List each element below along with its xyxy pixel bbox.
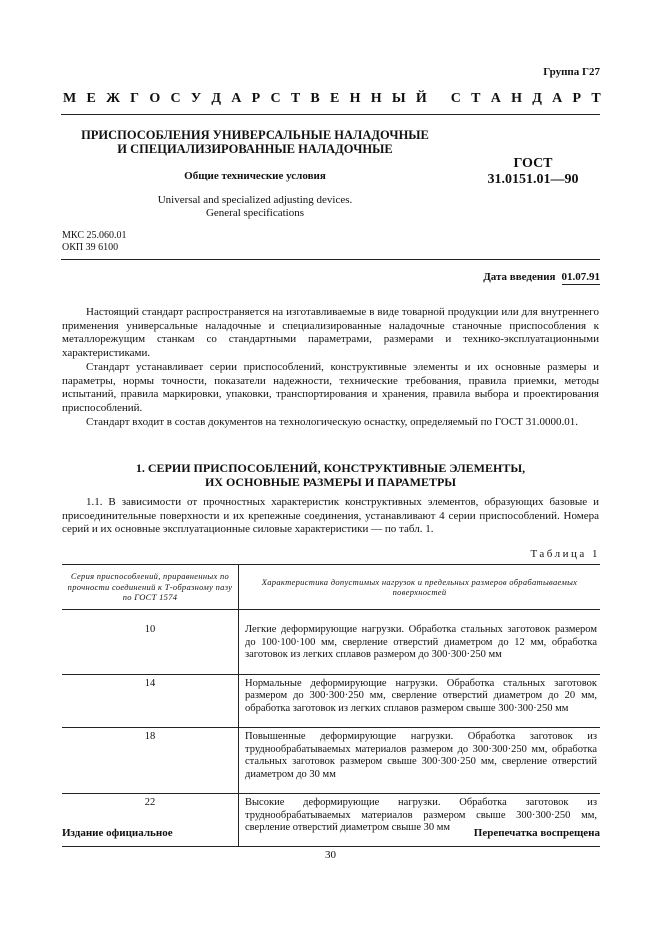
- table-header-row: [62, 565, 600, 610]
- paragraph-content: Стандарт устанавливает серии приспособлений, конструктивные элементы и их основные размеры и параметры, нормы точности, показатели надежности, технические требования, правила приемки, методы испытаний, правила маркировки, упаковки, транспортирования и хранения, правила выбора и проектирования приспособлений.: [62, 361, 599, 415]
- banner-letter: Н: [511, 91, 523, 106]
- okp-code: ОКП 39 6100: [62, 242, 119, 253]
- banner-letter: У: [190, 91, 202, 106]
- series-number: 14: [62, 674, 239, 715]
- series-column-header: Серия приспособлений, приравненных по прочности соединений к Т-образному пазу по ГОСТ 1574: [62, 565, 239, 610]
- banner-letter: Т: [471, 91, 481, 106]
- table-row: [62, 674, 600, 715]
- series-description: Повышенные деформирующие нагрузки. Обработка заготовок из труднообрабатываемых материалов размером до 300·300·250 мм, обработка стальных заготовок размером свыше 300·300·250 мм, сверление отверстий диаметром до 30 мм: [239, 728, 601, 782]
- english-title-line-1: Universal and specialized adjusting devices.: [157, 194, 353, 206]
- banner-letter: Д: [532, 91, 542, 106]
- banner-letter: А: [552, 91, 563, 106]
- banner-letter: А: [231, 91, 242, 106]
- banner-letter: Д: [211, 91, 222, 106]
- gost-designation: [468, 156, 598, 188]
- banner-letter: С: [450, 91, 461, 106]
- series-description: Нормальные деформирующие нагрузки. Обработка стальных заготовок размером до 300·300·250 мм, сверление отверстий диаметром до 20 мм, обработка заготовок из легких сплавов размером свыше 300·300·250 мм: [239, 674, 601, 715]
- table-caption: Таблица 1: [530, 548, 600, 560]
- banner-letter: О: [149, 91, 161, 106]
- banner-letter: Е: [330, 91, 340, 106]
- banner-letter: Р: [572, 91, 582, 106]
- group-code: Группа Г27: [543, 66, 600, 78]
- table-row: [62, 621, 600, 662]
- document-subtitle: Общие технические условия: [184, 170, 326, 182]
- banner-letter: Р: [251, 91, 261, 106]
- paragraph-reference: Стандарт входит в состав документов на технологическую оснастку, определяемый по ГОСТ 31.0000.01.: [86, 416, 579, 428]
- english-title-line-2: General specifications: [205, 207, 305, 219]
- paragraph-scope: Настоящий стандарт распространяется на изготавливаемые в виде товарной продукции или для внутреннего применения универсальные наладочные и специализированные наладочные станочные приспособления к металлорежущим станкам со стандартными параметрами, размерами и технико-эксплуатационными характеристиками.: [62, 306, 599, 360]
- official-edition-label: Издание официальное: [62, 827, 173, 839]
- gost-number: 31.0151.01—90: [487, 172, 579, 187]
- introduction-date-value: 01.07.91: [561, 271, 600, 283]
- clause-1-1: 1.1. В зависимости от прочностных характеристик конструктивных элементов, образующих базовые и присоединительные поверхности и их крепежные соединения, устанавливают 4 серии приспособлений. Номера серий и их основные эксплуатационные силовые характеристики — по табл. 1.: [62, 496, 599, 536]
- series-number: 18: [62, 728, 239, 782]
- section-heading-line-2: ИХ ОСНОВНЫЕ РАЗМЕРЫ И ПАРАМЕТРЫ: [204, 475, 457, 489]
- banner-letter: Ж: [106, 91, 120, 106]
- series-number: 22: [62, 794, 239, 835]
- table-row: [62, 728, 600, 782]
- series-description: Высокие деформирующие нагрузки. Обработка заготовок из труднообрабатываемых материалов размером свыше 300·300·250 мм, сверление отверстий диаметром свыше 30 мм: [239, 794, 601, 835]
- section-heading: [62, 461, 599, 489]
- introduction-date-label: Дата введения: [483, 271, 556, 283]
- header-rule: [61, 114, 600, 115]
- banner-letter: Н: [370, 91, 382, 106]
- banner-letter: Е: [86, 91, 96, 106]
- reprint-prohibited-label: Перепечатка воспрещена: [473, 827, 600, 839]
- document-title: [70, 128, 440, 156]
- classification-codes: [62, 230, 126, 254]
- introduction-date: [483, 271, 600, 283]
- banner-letter: Г: [130, 91, 140, 106]
- series-description: Легкие деформирующие нагрузки. Обработка стальных заготовок размером до 100·100·100 мм, сверление отверстий диаметром до 12 мм, обработка заготовок из легких сплавов размером до 300·300·250 мм: [245, 624, 597, 660]
- series-number: 10: [62, 621, 239, 662]
- banner-letter: С: [270, 91, 281, 106]
- banner-space: [437, 91, 441, 107]
- page-number: 30: [325, 849, 336, 861]
- series-table: [62, 564, 600, 847]
- banner-letter: Ы: [391, 91, 406, 106]
- banner-letter: В: [310, 91, 320, 106]
- codes-rule: [61, 259, 600, 260]
- english-title: [70, 194, 440, 220]
- banner-letter: М: [63, 91, 77, 106]
- banner-letter: Н: [349, 91, 361, 106]
- title-line-1: ПРИСПОСОБЛЕНИЯ УНИВЕРСАЛЬНЫЕ НАЛАДОЧНЫЕ: [81, 128, 429, 142]
- standard-banner: [63, 91, 601, 107]
- banner-letter: Т: [591, 91, 601, 106]
- characteristics-column-header: Характеристика допустимых нагрузок и предельных размеров обрабатываемых поверхностей: [239, 565, 601, 610]
- banner-letter: Й: [415, 91, 427, 106]
- banner-letter: Т: [290, 91, 301, 106]
- gost-label: ГОСТ: [513, 156, 553, 171]
- banner-letter: С: [170, 91, 181, 106]
- banner-letter: А: [490, 91, 501, 106]
- section-heading-line-1: 1. СЕРИИ ПРИСПОСОБЛЕНИЙ, КОНСТРУКТИВНЫЕ ЭЛЕМЕНТЫ,: [135, 461, 526, 475]
- title-line-2: И СПЕЦИАЛИЗИРОВАННЫЕ НАЛАДОЧНЫЕ: [117, 142, 393, 156]
- mks-code: МКС 25.060.01: [62, 230, 127, 241]
